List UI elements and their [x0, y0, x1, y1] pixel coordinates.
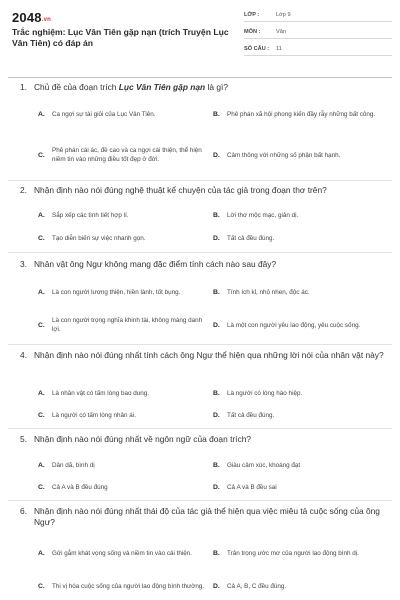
- option-letter: B.: [213, 211, 220, 219]
- question-title: [20, 82, 392, 93]
- answer-option[interactable]: [38, 387, 208, 399]
- option-text: Sắp xếp các tình tiết hợp lí.: [52, 211, 129, 219]
- option-text: Phê phán cái ác, đề cao và ca ngợi cái thiện, thể hiện niềm tin vào những điều tốt đẹp ở đời.: [52, 147, 202, 163]
- page-title: Trắc nghiệm: Lục Vân Tiên gặp nạn (trích Truyện Lục Vân Tiên) có đáp án: [12, 27, 229, 48]
- work-title: Lục Vân Tiên gặp nạn: [118, 82, 206, 92]
- site-logo[interactable]: [12, 10, 51, 25]
- logo-suffix: .vn: [41, 17, 52, 23]
- meta-value: 11: [276, 46, 282, 52]
- answer-option[interactable]: [38, 232, 208, 244]
- question-title: [20, 259, 392, 270]
- question-text-end: là gì?: [205, 82, 228, 92]
- question-text: Nhận định nào nói đúng nhất thái độ của tác giả thể hiện qua việc miêu tả cuộc sống của ông Ngư?: [34, 506, 380, 527]
- question-text: [34, 82, 392, 93]
- option-text: Thi vị hóa cuộc sống của người lao động bình thường.: [52, 582, 205, 590]
- logo-text: 2048: [12, 10, 42, 25]
- meta-row-subject: [244, 26, 392, 39]
- option-letter: B.: [213, 549, 220, 557]
- answer-option[interactable]: [213, 313, 391, 337]
- question-number: 3.: [20, 259, 27, 269]
- option-text: Là một con người yêu lao động, yêu cuộc sống.: [227, 321, 361, 329]
- option-letter: B.: [213, 288, 220, 296]
- answer-option[interactable]: [213, 580, 391, 592]
- meta-value: Lớp 9: [276, 12, 291, 18]
- question-divider: [8, 252, 392, 253]
- option-text: Cả A và B đều sai: [227, 483, 277, 491]
- option-letter: C.: [38, 234, 45, 242]
- question-divider: [8, 500, 392, 501]
- option-letter: D.: [213, 321, 220, 329]
- option-text: Phê phán xã hội phong kiến đầy rẫy những bất công.: [227, 110, 376, 118]
- option-letter: C.: [38, 483, 45, 491]
- option-letter: A.: [38, 211, 45, 219]
- option-text: Cả A, B, C đều đúng.: [227, 582, 287, 590]
- answer-option[interactable]: [213, 209, 391, 221]
- option-letter: C.: [38, 151, 45, 159]
- option-letter: C.: [38, 411, 45, 419]
- meta-value: Văn: [276, 29, 286, 35]
- option-text: Tính ích kỉ, nhỏ nhen, độc ác.: [227, 288, 310, 296]
- question-number: 6.: [20, 506, 27, 516]
- question-text: Nhận định nào nói đúng nghệ thuật kể chuyện của tác giả trong đoạn thơ trên?: [34, 185, 327, 195]
- answer-option[interactable]: [38, 481, 208, 493]
- question-text-start: Chủ đề của đoạn trích: [34, 82, 119, 92]
- answer-option[interactable]: [38, 574, 208, 598]
- answer-option[interactable]: [38, 105, 208, 123]
- answer-option[interactable]: [38, 541, 208, 565]
- option-text: Cảm thông với những số phận bất hạnh.: [227, 151, 341, 159]
- option-letter: D.: [213, 234, 220, 242]
- option-text: Trân trọng ước mơ của người lao động bình dị.: [227, 549, 359, 557]
- answer-option[interactable]: [213, 387, 391, 399]
- question-number: 4.: [20, 350, 27, 360]
- meta-table: [244, 9, 392, 60]
- option-text: Tất cả đều đúng.: [227, 234, 275, 242]
- question-title: [20, 185, 392, 196]
- answer-option[interactable]: [213, 481, 391, 493]
- option-letter: A.: [38, 461, 45, 469]
- option-text: Ca ngợi sự tài giỏi của Lục Vân Tiên.: [52, 110, 156, 118]
- option-text: Gửi gắm khát vọng sống và niềm tin vào cái thiện.: [52, 549, 193, 557]
- answer-option[interactable]: [213, 459, 391, 471]
- option-letter: A.: [38, 110, 45, 118]
- option-text: Cả A và B đều đúng: [52, 483, 108, 491]
- option-text: Giàu cảm xúc, khoáng đạt: [227, 461, 301, 469]
- answer-option[interactable]: [213, 232, 391, 244]
- option-letter: D.: [213, 411, 220, 419]
- option-letter: B.: [213, 110, 220, 118]
- meta-label: SỐ CÂU :: [244, 46, 270, 52]
- question-text: Nhận định nào nói đúng nhất tính cách ông Ngư thể hiện qua những lời nói của nhân vật này?: [34, 350, 384, 360]
- option-letter: D.: [213, 151, 220, 159]
- answer-option[interactable]: [38, 209, 208, 221]
- option-letter: D.: [213, 483, 220, 491]
- question-divider: [8, 180, 392, 181]
- option-text: Là người có tấm lòng nhân ái.: [52, 411, 136, 419]
- option-text: Tất cả đều đúng.: [227, 411, 275, 419]
- question-title: [20, 350, 392, 361]
- answer-option[interactable]: [213, 99, 391, 129]
- meta-row-class: [244, 9, 392, 22]
- header-divider: [8, 77, 392, 78]
- question-divider: [8, 344, 392, 345]
- option-letter: A.: [38, 389, 45, 397]
- answer-option[interactable]: [38, 313, 208, 337]
- option-letter: A.: [38, 549, 45, 557]
- option-letter: C.: [38, 321, 45, 329]
- question-divider: [8, 428, 392, 429]
- option-letter: C.: [38, 582, 45, 590]
- meta-row-count: [244, 43, 392, 56]
- option-text: Là người có lòng hào hiệp.: [227, 389, 303, 397]
- answer-option[interactable]: [213, 146, 391, 164]
- question-number: 2.: [20, 185, 27, 195]
- option-text: Dân dã, bình dị: [52, 461, 95, 469]
- option-text: Là con người lương thiện, hiền lành, tốt bụng.: [52, 288, 181, 296]
- answer-option[interactable]: [38, 459, 208, 471]
- option-letter: A.: [38, 288, 45, 296]
- question-number: 1.: [20, 82, 27, 92]
- answer-option[interactable]: [213, 541, 391, 565]
- answer-option[interactable]: [38, 409, 208, 421]
- question-title: [20, 506, 392, 528]
- question-text: Nhân vật ông Ngư không mang đặc điểm tính cách nào sau đây?: [34, 259, 277, 269]
- answer-option[interactable]: [38, 280, 208, 304]
- option-text: Là nhân vật có tấm lòng bao dung.: [52, 389, 149, 397]
- answer-option[interactable]: [38, 136, 210, 174]
- meta-label: MÔN :: [244, 29, 261, 35]
- option-letter: D.: [213, 582, 220, 590]
- meta-label: LỚP :: [244, 12, 260, 18]
- answer-option[interactable]: [213, 286, 391, 298]
- question-text: Nhận định nào nói đúng nhất về ngôn ngữ của đoạn trích?: [34, 434, 252, 444]
- option-letter: B.: [213, 461, 220, 469]
- page-header: [0, 0, 400, 74]
- option-letter: B.: [213, 389, 220, 397]
- option-text: Tạo diễn biến sự việc nhanh gọn.: [52, 234, 146, 242]
- question-number: 5.: [20, 434, 27, 444]
- question-title: [20, 434, 392, 445]
- answer-option[interactable]: [213, 409, 391, 421]
- option-text: Là con người trọng nghĩa khinh tài, không màng danh lợi.: [52, 317, 203, 333]
- option-text: Lời thơ mộc mạc, giản dị.: [227, 211, 299, 219]
